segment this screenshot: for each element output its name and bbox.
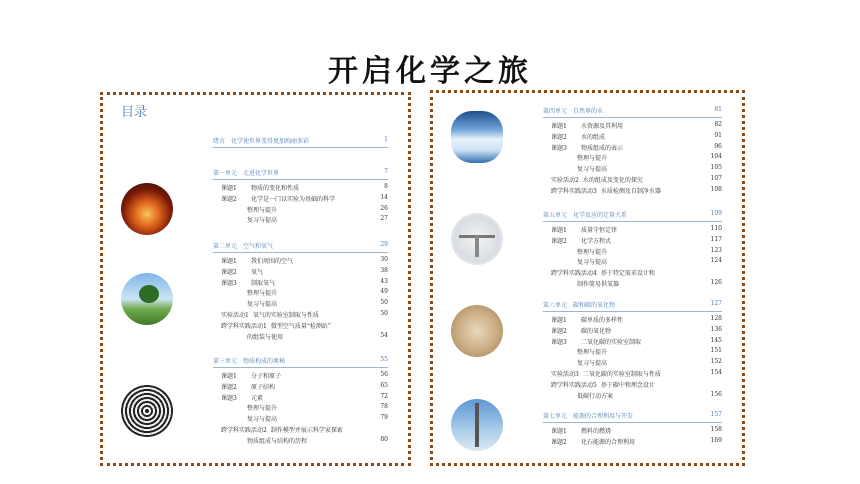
toc-entry-title: 质量守恒定律 bbox=[581, 227, 618, 234]
unit-header[interactable] bbox=[543, 209, 722, 222]
toc-entry-key: 课题2 bbox=[221, 383, 237, 391]
unit-header[interactable] bbox=[213, 167, 388, 180]
toc-entry-title: 微型空气质量“检测站” bbox=[270, 322, 331, 330]
toc-entry-page: 56 bbox=[380, 371, 388, 378]
toc-entry-page: 30 bbox=[380, 256, 388, 263]
toc-entry-title: 整理与提升 bbox=[577, 349, 608, 357]
toc-entry-page: 50 bbox=[380, 299, 388, 307]
toc-entry-key: 课题2 bbox=[551, 237, 567, 245]
toc-entry-label bbox=[551, 380, 655, 389]
unit-title bbox=[543, 300, 615, 309]
unit-page-number: 55 bbox=[380, 356, 388, 363]
toc-entry-title: 元素 bbox=[251, 394, 264, 402]
unit-title bbox=[543, 106, 603, 115]
toc-page-right bbox=[430, 90, 745, 466]
toc-entry[interactable] bbox=[221, 310, 388, 319]
toc-entry-label bbox=[221, 278, 275, 287]
toc-entry-key: 实验活动1 bbox=[221, 312, 249, 319]
toc-entry[interactable] bbox=[221, 403, 388, 412]
toc-entry[interactable] bbox=[551, 143, 722, 152]
toc-entry-title: 化学方程式 bbox=[581, 237, 612, 245]
toc-entry-label bbox=[551, 437, 635, 446]
toc-entry[interactable] bbox=[221, 436, 388, 445]
toc-entry-title: 水资源及其利用 bbox=[581, 123, 624, 130]
toc-entry-title: 整理与提升 bbox=[247, 206, 278, 214]
toc-entry-key: 课题1 bbox=[551, 428, 567, 435]
toc-entry-label bbox=[551, 247, 607, 256]
unit-label: 第二单元 bbox=[213, 243, 238, 250]
toc-entry[interactable] bbox=[221, 278, 388, 287]
unit-label: 第四单元 bbox=[543, 108, 568, 115]
toc-entry-title: 的组装与使用 bbox=[247, 333, 284, 341]
toc-entry-label bbox=[551, 391, 613, 400]
toc-entry-key: 跨学科实践活动1 bbox=[221, 322, 267, 330]
toc-entry-page: 72 bbox=[380, 392, 388, 400]
toc-entry-title: 二氧化碳的实验室制取 bbox=[581, 338, 642, 346]
toc-entry-page: 154 bbox=[710, 369, 722, 376]
unit-name: 自然界的水 bbox=[573, 108, 604, 115]
toc-entry[interactable] bbox=[221, 215, 388, 224]
toc-entry-page: 105 bbox=[710, 164, 722, 172]
toc-entry[interactable] bbox=[551, 175, 722, 184]
toc-entry-title: 整理与提升 bbox=[577, 155, 608, 163]
toc-entry-page: 54 bbox=[380, 331, 388, 339]
unit-title bbox=[213, 241, 273, 250]
toc-entry[interactable] bbox=[221, 393, 388, 402]
toc-entry-title: 复习与提高 bbox=[247, 217, 278, 225]
toc-entry-page: 49 bbox=[380, 288, 388, 296]
toc-entry-page: 96 bbox=[714, 142, 722, 150]
toc-entry-page: 126 bbox=[710, 279, 722, 286]
toc-entry[interactable] bbox=[221, 194, 388, 203]
unit-title bbox=[543, 210, 627, 219]
toc-entry[interactable] bbox=[551, 153, 722, 162]
toc-entry-page: 124 bbox=[710, 257, 722, 265]
toc-entry-page: 158 bbox=[710, 426, 722, 433]
toc-entry-title: 基于碳中和理念设计 bbox=[600, 381, 655, 389]
toc-entry-title: 物质的变化和性质 bbox=[251, 185, 300, 192]
toc-entry-label bbox=[551, 315, 623, 324]
toc-entry[interactable] bbox=[551, 132, 722, 141]
toc-entry-key: 课题1 bbox=[221, 185, 237, 192]
toc-entry-label bbox=[551, 279, 619, 288]
toc-entry-label bbox=[221, 183, 299, 192]
toc-entry[interactable] bbox=[551, 247, 722, 256]
unit-label: 第六单元 bbox=[543, 302, 568, 309]
unit-label: 第一单元 bbox=[213, 170, 238, 177]
toc-entry-page: 91 bbox=[714, 131, 722, 139]
toc-entry[interactable] bbox=[221, 183, 388, 192]
unit-header[interactable] bbox=[213, 240, 388, 253]
toc-entry[interactable] bbox=[551, 380, 722, 389]
unit-name: 空气和氧气 bbox=[243, 243, 274, 250]
toc-entry-label bbox=[551, 358, 607, 367]
unit-name: 能源的合理利用与开发 bbox=[573, 413, 634, 420]
toc-entry[interactable] bbox=[551, 426, 722, 435]
toc-entry-page: 128 bbox=[710, 315, 722, 322]
toc-entry[interactable] bbox=[221, 371, 388, 380]
toc-entry-label bbox=[551, 326, 611, 335]
toc-entry-title: 制取氧气 bbox=[251, 279, 276, 287]
toc-entry-page: 8 bbox=[384, 183, 388, 190]
toc-entry-label bbox=[551, 426, 611, 435]
toc-entry-page: 65 bbox=[380, 381, 388, 389]
unit-page-number: 109 bbox=[710, 210, 722, 217]
unit-header[interactable] bbox=[543, 410, 722, 423]
toc-entry-label bbox=[221, 371, 281, 380]
toc-entry-title: 燃料的燃烧 bbox=[581, 428, 612, 435]
toc-entry-title: 基于特定需求设计和 bbox=[600, 270, 655, 278]
toc-entry-key: 课题1 bbox=[551, 317, 567, 324]
toc-entry-page: 38 bbox=[380, 266, 388, 274]
toc-entry[interactable] bbox=[551, 315, 722, 324]
toc-entry-title: 复习与提高 bbox=[247, 416, 278, 424]
toc-heading: 目录 bbox=[121, 105, 148, 120]
toc-entry-label bbox=[551, 257, 607, 266]
unit-label: 第三单元 bbox=[213, 358, 238, 365]
unit-header[interactable] bbox=[543, 105, 722, 118]
toc-entry-label bbox=[551, 236, 611, 245]
toc-entry-label bbox=[221, 393, 263, 402]
toc-entry-page: 14 bbox=[380, 193, 388, 201]
toc-entry-label bbox=[551, 337, 641, 346]
toc-entry-label bbox=[221, 436, 307, 445]
toc-entry-title: 整理与提升 bbox=[247, 290, 278, 298]
toc-entry[interactable] bbox=[551, 326, 722, 335]
toc-entry[interactable] bbox=[221, 321, 388, 330]
toc-entry[interactable] bbox=[221, 205, 388, 214]
toc-entry-title: 化石能源的合理利用 bbox=[581, 438, 636, 446]
toc-entry-title: 分子和原子 bbox=[251, 373, 282, 380]
toc-entry[interactable] bbox=[551, 279, 722, 288]
toc-entry-label bbox=[221, 382, 275, 391]
unit-title bbox=[213, 168, 279, 177]
toc-entry[interactable] bbox=[221, 256, 388, 265]
unit-header[interactable] bbox=[213, 135, 388, 148]
toc-entry[interactable] bbox=[551, 121, 722, 130]
toc-entry[interactable] bbox=[221, 414, 388, 423]
unit-page-number: 81 bbox=[714, 106, 722, 113]
toc-entry-label bbox=[551, 121, 623, 130]
toc-entry-label bbox=[221, 310, 319, 319]
toc-entry-label bbox=[221, 288, 277, 297]
unit-title bbox=[213, 356, 285, 365]
toc-entry-page: 145 bbox=[710, 336, 722, 344]
toc-entry-key: 课题3 bbox=[551, 338, 567, 346]
toc-entry[interactable] bbox=[551, 391, 722, 400]
toc-entry-label bbox=[551, 347, 607, 356]
toc-entry[interactable] bbox=[551, 437, 722, 446]
toc-entry-page: 156 bbox=[710, 390, 722, 398]
toc-entry-page: 110 bbox=[710, 225, 722, 232]
toc-entry-title: 水的组成及变化的探究 bbox=[582, 177, 643, 184]
toc-entry-title: 氧气 bbox=[251, 268, 264, 276]
toc-entry-title: 复习与提高 bbox=[247, 301, 278, 309]
toc-entry-page: 136 bbox=[710, 325, 722, 333]
toc-entry-label bbox=[551, 164, 607, 173]
toc-entry-page: 82 bbox=[714, 121, 722, 128]
toc-entry-title: 我们周围的空气 bbox=[251, 258, 294, 265]
toc-entry-title: 水质检测及自制净水器 bbox=[600, 187, 661, 195]
toc-entry[interactable] bbox=[221, 267, 388, 276]
toc-entry-title: 原子结构 bbox=[251, 383, 276, 391]
fire-photo bbox=[121, 183, 173, 235]
toc-entry-title: 复习与提高 bbox=[577, 360, 608, 368]
toc-entry[interactable] bbox=[551, 369, 722, 378]
toc-entry-title: 复习与提高 bbox=[577, 259, 608, 267]
toc-entry-page: 80 bbox=[380, 435, 388, 443]
toc-entry-page: 107 bbox=[710, 175, 722, 182]
toc-entry[interactable] bbox=[551, 358, 722, 367]
unit-name: 走进化学世界 bbox=[243, 170, 280, 177]
toc-entry[interactable] bbox=[551, 236, 722, 245]
toc-entry-label bbox=[551, 186, 661, 195]
toc-entry-label bbox=[221, 205, 277, 214]
toc-entry-key: 实验活动2 bbox=[551, 177, 579, 184]
toc-entry-label bbox=[221, 403, 277, 412]
landscape-photo bbox=[121, 273, 173, 325]
toc-entry-key: 课题1 bbox=[551, 123, 567, 130]
toc-entry[interactable] bbox=[551, 257, 722, 266]
toc-entry-page: 79 bbox=[380, 414, 388, 422]
toc-entry-page: 152 bbox=[710, 358, 722, 366]
toc-entry-title: 整理与提升 bbox=[577, 248, 608, 256]
toc-entry[interactable] bbox=[221, 288, 388, 297]
toc-entry-page: 123 bbox=[710, 246, 722, 254]
unit-label: 绪言 bbox=[213, 138, 226, 145]
toc-entry-title: 水的组成 bbox=[581, 133, 606, 141]
toc-entry[interactable] bbox=[551, 347, 722, 356]
unit-label: 第五单元 bbox=[543, 212, 568, 219]
toc-entry-key: 课题1 bbox=[221, 258, 237, 265]
toc-entry[interactable] bbox=[551, 337, 722, 346]
toc-entry-page: 43 bbox=[380, 277, 388, 285]
toc-entry-label bbox=[221, 414, 277, 423]
toc-entry[interactable] bbox=[551, 268, 722, 277]
toc-entry-title: 物质组成与结构的历程 bbox=[247, 437, 308, 445]
unit-page-number: 1 bbox=[384, 136, 388, 143]
unit-label: 第七单元 bbox=[543, 413, 568, 420]
toc-entry-title: 氧气的实验室制取与性质 bbox=[252, 312, 319, 319]
toc-entry-title: 制作简易供氧器 bbox=[577, 281, 620, 288]
toc-entry-page: 151 bbox=[710, 347, 722, 355]
toc-entry-key: 课题2 bbox=[221, 195, 237, 203]
toc-entry-label bbox=[221, 321, 331, 330]
toc-entry-label bbox=[551, 132, 605, 141]
toc-entry-key: 课题1 bbox=[221, 373, 237, 380]
unit-header[interactable] bbox=[543, 299, 722, 312]
toc-entry-label bbox=[551, 143, 623, 152]
toc-entry-label bbox=[221, 425, 343, 434]
toc-entry-key: 课题2 bbox=[551, 327, 567, 335]
toc-entry[interactable] bbox=[221, 382, 388, 391]
toc-entry-label bbox=[221, 332, 283, 341]
toc-entry-key: 跨学科实践活动2 bbox=[221, 427, 267, 434]
toc-entry-label bbox=[551, 268, 655, 277]
toc-entry-title: 复习与提高 bbox=[577, 166, 608, 174]
toc-entry[interactable] bbox=[551, 225, 722, 234]
unit-name: 化学使世界变得更加绚丽多彩 bbox=[231, 138, 310, 145]
toc-entry-key: 课题3 bbox=[221, 394, 237, 402]
toc-entry-title: 物质组成的表示 bbox=[581, 144, 624, 152]
toc-entry[interactable] bbox=[551, 164, 722, 173]
toc-entry-key: 课题2 bbox=[551, 438, 567, 446]
unit-page-number: 7 bbox=[384, 168, 388, 175]
toc-entry-title: 低碳行动方案 bbox=[577, 392, 614, 400]
toc-entry-page: 117 bbox=[710, 235, 722, 243]
unit-page-number: 127 bbox=[710, 300, 722, 307]
toc-entry-key: 跨学科实践活动3 bbox=[551, 187, 597, 195]
unit-name: 物质构成的奥秘 bbox=[243, 358, 286, 365]
slide-title: 开启化学之旅 bbox=[328, 54, 532, 89]
unit-name: 化学反应的定量关系 bbox=[573, 212, 628, 219]
sphere-photo bbox=[121, 385, 173, 437]
toc-entry-label bbox=[551, 369, 661, 378]
ice-photo bbox=[451, 111, 503, 163]
unit-page-number: 29 bbox=[380, 241, 388, 248]
scale-photo bbox=[451, 213, 503, 265]
toc-entry-page: 78 bbox=[380, 403, 388, 411]
toc-entry[interactable] bbox=[221, 425, 388, 434]
unit-page-number: 157 bbox=[710, 411, 722, 418]
toc-page-left bbox=[100, 92, 411, 466]
tower-photo bbox=[451, 399, 503, 451]
toc-entry-label bbox=[221, 299, 277, 308]
toc-entry-label bbox=[551, 225, 617, 234]
toc-entry-page: 104 bbox=[710, 153, 722, 161]
unit-title bbox=[213, 136, 309, 145]
toc-entry-key: 跨学科实践活动5 bbox=[551, 381, 597, 389]
unit-name: 碳和碳的氧化物 bbox=[573, 302, 616, 309]
toc-entry-label bbox=[221, 256, 293, 265]
toc-entry[interactable] bbox=[221, 332, 388, 341]
toc-entry[interactable] bbox=[551, 186, 722, 195]
toc-entry-title: 整理与提升 bbox=[247, 405, 278, 413]
toc-entry-label bbox=[221, 194, 335, 203]
city-photo bbox=[451, 305, 503, 357]
toc-entry-title: 二氧化碳的实验室制取与性质 bbox=[582, 371, 661, 378]
toc-entry-page: 108 bbox=[710, 185, 722, 193]
unit-title bbox=[543, 411, 633, 420]
toc-entry-page: 169 bbox=[710, 436, 722, 444]
toc-entry-title: 化学是一门以实验为基础的科学 bbox=[251, 195, 336, 203]
toc-entry-title: 碳单质的多样性 bbox=[581, 317, 624, 324]
toc-entry-page: 26 bbox=[380, 204, 388, 212]
toc-entry-key: 课题1 bbox=[551, 227, 567, 234]
toc-entry-page: 50 bbox=[380, 310, 388, 317]
toc-entry-title: 制作模型并展示科学家探索 bbox=[270, 427, 343, 434]
toc-entry-label bbox=[221, 215, 277, 224]
unit-header[interactable] bbox=[213, 355, 388, 368]
toc-entry-page: 27 bbox=[380, 215, 388, 223]
toc-entry-key: 跨学科实践活动4 bbox=[551, 270, 597, 278]
toc-entry-key: 课题3 bbox=[551, 144, 567, 152]
toc-entry-label bbox=[551, 175, 643, 184]
toc-entry-title: 碳的氧化物 bbox=[581, 327, 612, 335]
toc-entry-key: 实验活动3 bbox=[551, 371, 579, 378]
toc-entry[interactable] bbox=[221, 299, 388, 308]
toc-entry-key: 课题2 bbox=[551, 133, 567, 141]
toc-entry-key: 课题3 bbox=[221, 279, 237, 287]
toc-entry-label bbox=[221, 267, 263, 276]
toc-entry-key: 课题2 bbox=[221, 268, 237, 276]
toc-entry-label bbox=[551, 153, 607, 162]
